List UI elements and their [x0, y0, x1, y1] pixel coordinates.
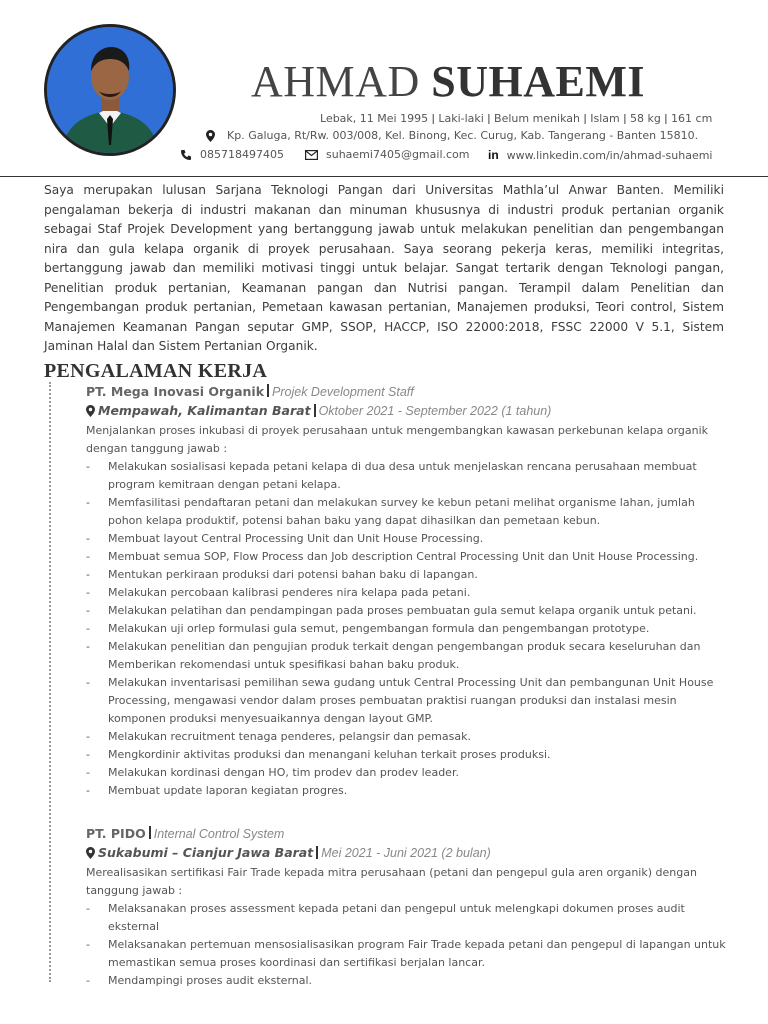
email-contact: [305, 148, 470, 161]
list-item: - Melaksanakan proses assessment kepada petani dan pengepul untuk melengkapi dokumen proses audit eksternal: [86, 900, 726, 936]
timeline-line: [49, 382, 51, 982]
location-pin-icon: [86, 847, 95, 859]
personal-info: Lebak, 11 Mei 1995 ǀ Laki-laki ǀ Belum menikah ǀ Islam ǀ 58 kg ǀ 161 cm: [320, 112, 713, 125]
last-name: SUHAEMI: [431, 57, 645, 106]
job-role: Internal Control System: [153, 827, 285, 841]
list-item: - Mengkordinir aktivitas produksi dan menangani keluhan terkait proses produksi.: [86, 746, 726, 764]
separator: [316, 846, 318, 859]
full-name: [0, 56, 768, 107]
job-bullets: [86, 458, 726, 800]
address-row: [206, 129, 698, 142]
list-item: - Membuat semua SOP, Flow Process dan Job description Central Processing Unit dan Unit House Processing.: [86, 548, 726, 566]
list-item: - Melakukan pelatihan dan pendampingan pada proses pembuatan gula semut kelapa organik untuk petani.: [86, 602, 726, 620]
section-title-experience: PENGALAMAN KERJA: [44, 360, 268, 382]
list-item: - Melakukan kordinasi dengan HO, tim prodev dan prodev leader.: [86, 764, 726, 782]
linkedin-contact: [488, 148, 713, 162]
job-location: Sukabumi – Cianjur Jawa Barat: [98, 845, 314, 860]
list-item: - Membuat layout Central Processing Unit dan Unit House Processing.: [86, 530, 726, 548]
job-period: Oktober 2021 - September 2022 (1 tahun): [318, 403, 552, 418]
phone-text[interactable]: 085718497405: [200, 148, 284, 161]
location-pin-icon: [86, 405, 95, 417]
company-name: PT. PIDO: [86, 826, 146, 841]
job-location-row: [86, 403, 726, 418]
job-entry: [86, 384, 726, 800]
separator: [267, 384, 269, 397]
address-text: Kp. Galuga, Rt/Rw. 003/008, Kel. Binong, Kec. Curug, Kab. Tangerang - Banten 15810.: [227, 129, 699, 142]
company-name: PT. Mega Inovasi Organik: [86, 384, 265, 399]
list-item: - Melaksanakan pertemuan mensosialisasikan program Fair Trade kepada petani dan pengepul di lapangan untuk memastikan semua proses koordinasi dan sertifikasi berjalan lancar.: [86, 936, 726, 972]
job-header: [86, 826, 726, 841]
header-divider: [0, 176, 768, 177]
job-description: Merealisasikan sertifikasi Fair Trade kepada mitra perusahaan (petani dan pengepul gula aren organik) dengan tanggung jawab :: [86, 866, 697, 897]
list-item: - Melakukan penelitian dan pengujian produk terkait dengan pengembangan produk secara keseluruhan dan Memberikan rekomendasi untuk spesifikasi bahan baku produk.: [86, 638, 726, 674]
separator: [149, 826, 151, 839]
job-location-row: [86, 845, 726, 860]
list-item: - Mendampingi proses audit eksternal.: [86, 972, 726, 990]
list-item: - Melakukan uji orlep formulasi gula semut, pengembangan formula dan pengembangan prototype.: [86, 620, 726, 638]
job-entry: [86, 826, 726, 990]
email-icon: [305, 150, 318, 160]
separator: [314, 404, 316, 417]
job-description: Menjalankan proses inkubasi di proyek perusahaan untuk mengembangkan kawasan perkebunan kelapa organik dengan tanggung jawab :: [86, 424, 709, 455]
phone-contact: [180, 148, 284, 161]
job-location: Mempawah, Kalimantan Barat: [98, 403, 311, 418]
email-text[interactable]: suhaemi7405@gmail.com: [326, 148, 470, 161]
first-name: AHMAD: [251, 57, 420, 106]
linkedin-text[interactable]: www.linkedin.com/in/ahmad-suhaemi: [506, 148, 713, 162]
job-bullets: [86, 900, 726, 990]
list-item: - Mentukan perkiraan produksi dari potensi bahan baku di lapangan.: [86, 566, 726, 584]
list-item: - Melakukan percobaan kalibrasi penderes nira kelapa pada petani.: [86, 584, 726, 602]
list-item: - Melakukan inventarisasi pemilihan sewa gudang untuk Central Processing Unit dan pembangunan Unit House Processing, mengawasi vendor dalam proses pembuatan praktisi ruangan produksi dan instalasi mesin komponen produksi menyesuaikannya dengan layout GMP.: [86, 674, 726, 728]
list-item: - Melakukan recruitment tenaga penderes, pelangsir dan pemasak.: [86, 728, 726, 746]
job-period: Mei 2021 - Juni 2021 (2 bulan): [321, 845, 491, 860]
job-role: Projek Development Staff: [272, 385, 414, 399]
location-icon: [206, 130, 215, 142]
profile-summary: Saya merupakan lulusan Sarjana Teknologi Pangan dari Universitas Mathla’ul Anwar Banten. Memiliki pengalaman bekerja di industri makanan dan minuman khususnya di industri produk pertanian organik sebagai Staf Projek Development yang bertanggung jawab untuk melakukan penelitian dan pengembangan nira dan gula kelapa organik di proyek perusahaan. Saya seorang pekerja keras, memiliki integritas, bertanggung jawab dan memiliki motivasi tinggi untuk belajar. Sangat tertarik dengan Teknologi pangan, Penelitian produk pertanian, Keamanan pangan dan Nutrisi pangan. Terampil dalam Penelitian dan Pengembangan produk pertanian, Pemetaan kawasan pertanian, Manajemen produksi, Teori control, Sistem Manajemen Keamanan Pangan seputar GMP, SSOP, HACCP, ISO 22000:2018, FSSC 22000 V 5.1, Sistem Jaminan Halal dan Sistem Pertanian Organik.: [44, 183, 724, 353]
linkedin-icon: in: [488, 148, 499, 162]
list-item: - Memfasilitasi pendaftaran petani dan melakukan survey ke kebun petani melihat organisme lahan, jumlah pohon kelapa produktif, potensi bahan baku yang dapat dihasilkan dan pemetaan kebun.: [86, 494, 726, 530]
job-header: [86, 384, 726, 399]
list-item: - Membuat update laporan kegiatan progres.: [86, 782, 726, 800]
phone-icon: [180, 149, 192, 161]
list-item: - Melakukan sosialisasi kepada petani kelapa di dua desa untuk menjelaskan rencana perusahaan membuat program kemitraan dengan petani kelapa.: [86, 458, 726, 494]
